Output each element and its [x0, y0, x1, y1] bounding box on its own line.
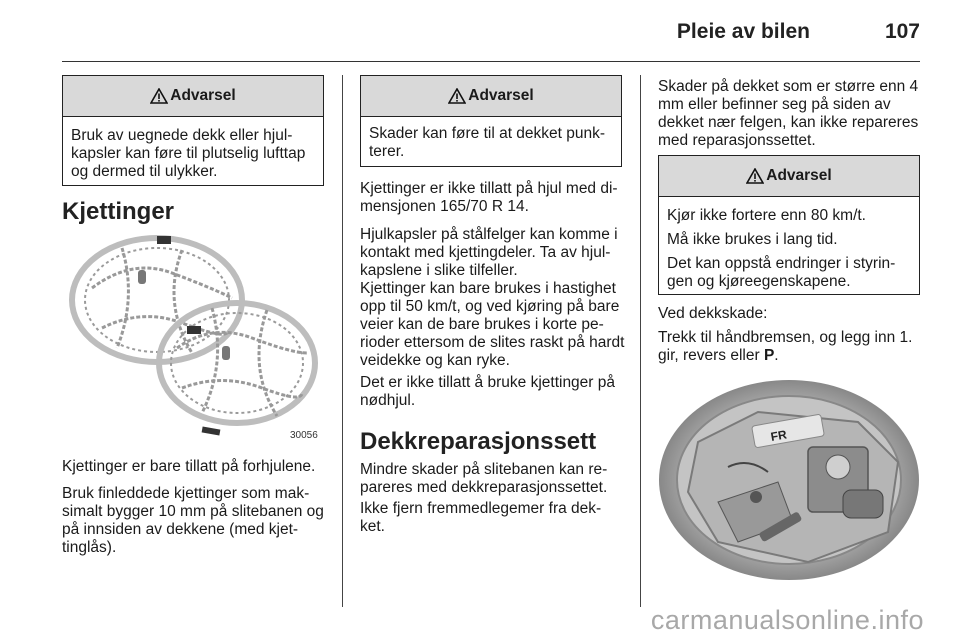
section-heading-dekkreparasjonssett: Dekkreparasjonssett: [360, 428, 597, 455]
warning-title: Advarsel: [170, 87, 236, 104]
section-heading-kjettinger: Kjettinger: [62, 198, 175, 225]
watermark: carmanualsonline.info: [650, 605, 924, 635]
body-paragraph: Ved dekkskade:: [658, 305, 768, 322]
warning-title: Advarsel: [766, 167, 832, 184]
body-paragraph: Hjulkapsler på stålfelger kan komme i kontakt med kjettingdeler. Ta av hjul-kapslene i slike tilfeller.: [360, 226, 618, 279]
warning-triangle-icon: [448, 88, 466, 104]
warning-text: Skader kan føre til at dekket punk-terer.: [369, 125, 606, 160]
warning-triangle-icon: [150, 88, 168, 104]
column-separator: [640, 75, 641, 607]
body-paragraph: Kjettinger er bare tillatt på forhjulene.: [62, 458, 316, 475]
warning-title: Advarsel: [468, 87, 534, 104]
warning-line: Kjør ikke fortere enn 80 km/t.: [667, 207, 866, 224]
header-rule: [62, 61, 920, 62]
warning-box-damage: [360, 75, 622, 167]
warning-header: [63, 76, 323, 117]
figure-number: 30056: [290, 430, 318, 441]
gear-p-label: P: [763, 347, 775, 364]
warning-header: [361, 76, 621, 117]
page-header: [0, 0, 960, 60]
body-paragraph: Mindre skader på slitebanen kan re-pareres med dekkreparasjonssettet.: [360, 461, 608, 496]
warning-triangle-icon: [746, 168, 764, 184]
warning-text: Bruk av uegnede dekk eller hjul-kapsler kan føre til plutselig lufttap og dermed til ulykker.: [71, 127, 306, 180]
warning-line: Må ikke brukes i lang tid.: [667, 231, 838, 248]
body-paragraph: Det er ikke tillatt å bruke kjettinger på nødhjul.: [360, 374, 616, 409]
page-title: Pleie av bilen: [676, 20, 810, 43]
snow-chains-illustration: [62, 228, 324, 444]
warning-header: [659, 156, 919, 197]
repair-kit-icon: [658, 372, 920, 582]
warning-line: Det kan oppstå endringer i styrin-gen og kjøreegenskapene.: [667, 255, 896, 290]
kit-label: FR: [769, 427, 788, 444]
column-separator: [342, 75, 343, 607]
page-number: 107: [884, 20, 920, 43]
body-paragraph: Bruk finleddede kjettinger som mak-simalt bygger 10 mm på slitebanen og på innsiden av dekkene (med kjet-tinglås).: [62, 485, 324, 556]
instruction-text: Trekk til håndbremsen, og legg inn 1. gir, revers eller: [658, 329, 913, 364]
body-paragraph: Ikke fjern fremmedlegemer fra dek-ket.: [360, 500, 602, 535]
tire-repair-kit-illustration: [658, 372, 920, 582]
warning-box-tires: [62, 75, 324, 186]
body-paragraph: Kjettinger er ikke tillatt på hjul med di-mensjonen 165/70 R 14.: [360, 180, 618, 215]
body-paragraph: Kjettinger kan bare brukes i hastighet opp til 50 km/t, og ved kjøring på bare veier kan de bare brukes i korte pe-rioder ettersom de slites raskt på hardt veidekke og kan ryke.: [360, 280, 625, 369]
body-paragraph: Skader på dekket som er større enn 4 mm eller befinner seg på siden av dekket nær felgen, kan ikke repareres med reparasjonssettet.: [658, 78, 919, 149]
snow-chains-icon: [62, 228, 324, 444]
warning-box-speed: [658, 155, 920, 295]
body-paragraph: [658, 329, 920, 365]
instruction-end: .: [774, 347, 779, 364]
